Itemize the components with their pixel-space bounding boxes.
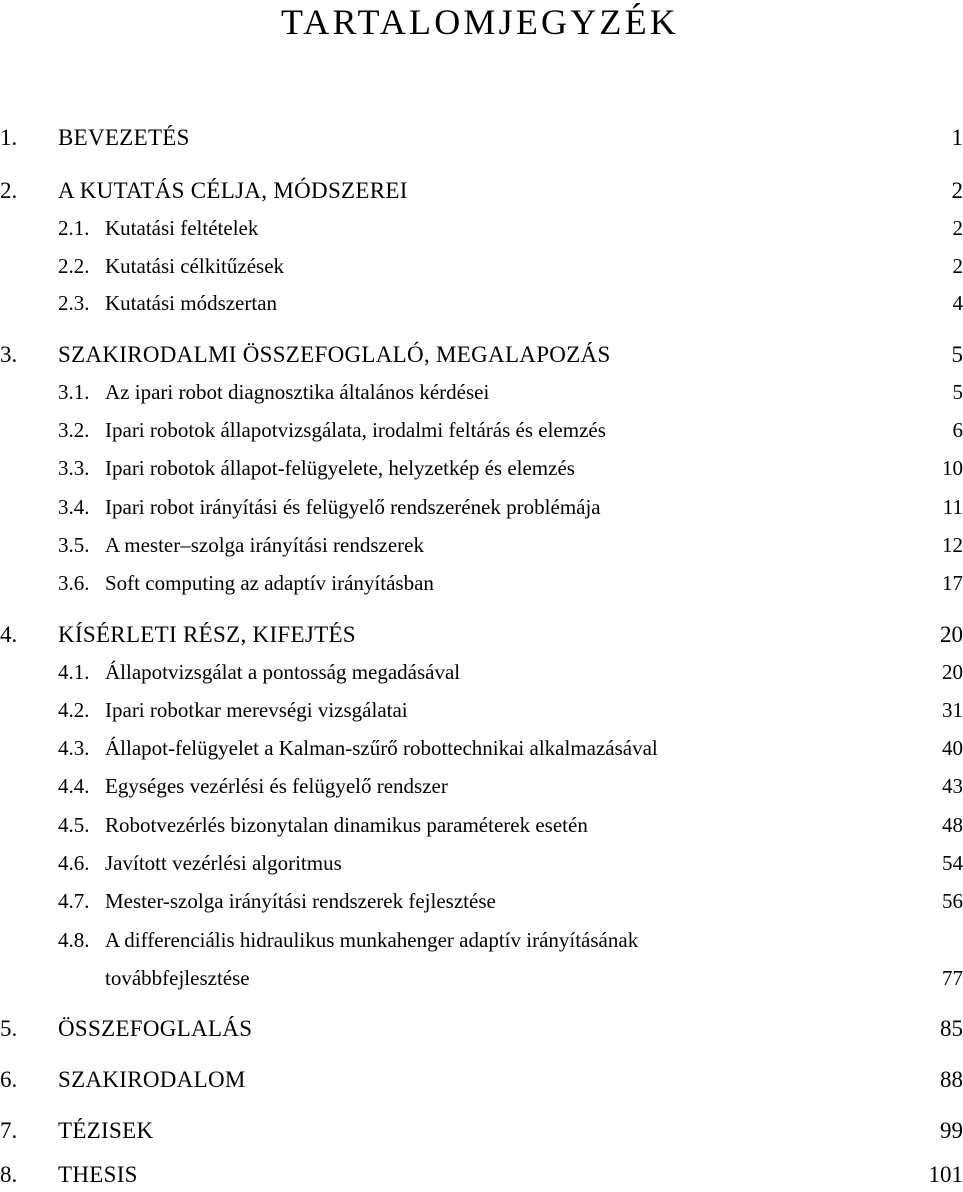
- toc-entry-title: Állapot-felügyelet a Kalman-szűrő robottechnikai alkalmazásával: [105, 736, 658, 760]
- toc-entry-page: 11: [942, 495, 963, 519]
- toc-entry-number: 1.: [0, 125, 18, 150]
- toc-entry-page: 1: [951, 125, 963, 150]
- toc-entry-szakirodalmi[interactable]: [0, 340, 963, 370]
- toc-entry-number: 3.1.: [58, 380, 90, 404]
- toc-entry-title: SZAKIRODALMI ÖSSZEFOGLALÓ, MEGALAPOZÁS: [58, 342, 611, 367]
- toc-entry-number: 4.1.: [58, 660, 90, 684]
- toc-entry-number: 4.: [0, 622, 18, 647]
- toc-entry-thesis[interactable]: [0, 1160, 963, 1190]
- toc-entry-number: 4.7.: [58, 889, 90, 913]
- toc-entry-title: ÖSSZEFOGLALÁS: [58, 1016, 253, 1041]
- toc-entry-3-2[interactable]: [0, 415, 963, 445]
- toc-entry-title: Az ipari robot diagnosztika általános kérdései: [105, 380, 490, 404]
- toc-entry-page: 12: [942, 533, 963, 557]
- toc-entry-title: Javított vezérlési algoritmus: [105, 851, 342, 875]
- toc-entry-page: 99: [940, 1118, 963, 1143]
- toc-entry-title: Mester-szolga irányítási rendszerek fejlesztése: [105, 889, 496, 913]
- toc-entry-tezisek[interactable]: [0, 1116, 963, 1146]
- toc-entry-kiserleti[interactable]: [0, 620, 963, 650]
- toc-entry-page: 43: [942, 774, 963, 798]
- toc-entry-number: 2.2.: [58, 254, 90, 278]
- toc-entry-kutatas-celja[interactable]: [0, 176, 963, 206]
- toc-entry-number: 6.: [0, 1067, 18, 1092]
- toc-entry-title: Állapotvizsgálat a pontosság megadásával: [105, 660, 461, 684]
- toc-entry-page: 54: [942, 851, 963, 875]
- toc-entry-page: 10: [942, 456, 963, 480]
- toc-entry-3-3[interactable]: [0, 453, 963, 483]
- toc-entry-title: Robotvezérlés bizonytalan dinamikus paraméterek esetén: [105, 813, 588, 837]
- toc-entry-number: 2.: [0, 178, 18, 203]
- toc-entry-number: 4.5.: [58, 813, 90, 837]
- toc-entry-number: 3.2.: [58, 418, 90, 442]
- toc-entry-4-7[interactable]: [0, 886, 963, 916]
- toc-entry-page: 6: [952, 418, 963, 442]
- toc-entry-title: KÍSÉRLETI RÉSZ, KIFEJTÉS: [58, 622, 356, 647]
- toc-entry-title: továbbfejlesztése: [105, 966, 250, 990]
- toc-entry-4-1[interactable]: [0, 657, 963, 687]
- toc-entry-page: 56: [942, 889, 963, 913]
- toc-entry-title: A mester–szolga irányítási rendszerek: [105, 533, 424, 557]
- toc-entry-2-2[interactable]: [0, 251, 963, 281]
- toc-entry-page: 101: [928, 1162, 963, 1187]
- toc-entry-szakirodalom[interactable]: [0, 1065, 963, 1095]
- toc-entry-page: 20: [942, 660, 963, 684]
- toc-entry-title: Soft computing az adaptív irányításban: [105, 571, 434, 595]
- toc-entry-3-1[interactable]: [0, 377, 963, 407]
- toc-entry-page: 2: [952, 216, 963, 240]
- toc-entry-page: 85: [940, 1016, 963, 1041]
- toc-entry-title: Kutatási feltételek: [105, 216, 259, 240]
- toc-entry-page: 48: [942, 813, 963, 837]
- toc-entry-3-4[interactable]: [0, 492, 963, 522]
- toc-entry-osszefoglalas[interactable]: [0, 1014, 963, 1044]
- toc-entry-4-8-continued[interactable]: [0, 963, 963, 993]
- toc-entry-number: 3.3.: [58, 456, 90, 480]
- toc-entry-page: 17: [942, 571, 963, 595]
- toc-entry-4-4[interactable]: [0, 771, 963, 801]
- toc-entry-title: THESIS: [58, 1162, 138, 1187]
- toc-entry-title: Kutatási módszertan: [105, 291, 278, 315]
- toc-entry-bevezetes[interactable]: [0, 123, 963, 153]
- toc-entry-title: Ipari robotkar merevségi vizsgálatai: [105, 698, 408, 722]
- toc-entry-4-6[interactable]: [0, 848, 963, 878]
- toc-entry-page: 2: [952, 254, 963, 278]
- toc-entry-number: 3.: [0, 342, 18, 367]
- toc-entry-number: 2.1.: [58, 216, 90, 240]
- toc-entry-2-3[interactable]: [0, 288, 963, 318]
- toc-entry-title: A KUTATÁS CÉLJA, MÓDSZEREI: [58, 178, 408, 203]
- toc-entry-page: 4: [952, 291, 963, 315]
- toc-entry-number: 4.4.: [58, 774, 90, 798]
- toc-entry-3-5[interactable]: [0, 530, 963, 560]
- toc-entry-4-5[interactable]: [0, 810, 963, 840]
- toc-entry-title: SZAKIRODALOM: [58, 1067, 246, 1092]
- toc-entry-number: 4.8.: [58, 928, 90, 952]
- toc-entry-number: 5.: [0, 1016, 18, 1041]
- toc-entry-page: 77: [942, 966, 963, 990]
- toc-entry-page: 20: [940, 622, 963, 647]
- toc-entry-page: 88: [940, 1067, 963, 1092]
- page-title: TARTALOMJEGYZÉK: [280, 2, 680, 42]
- toc-entry-title: Ipari robotok állapot-felügyelete, helyzetkép és elemzés: [105, 456, 575, 480]
- toc-entry-page: 5: [952, 380, 963, 404]
- toc-entry-number: 4.3.: [58, 736, 90, 760]
- toc-entry-number: 3.5.: [58, 533, 90, 557]
- toc-entry-number: 7.: [0, 1118, 18, 1143]
- toc-entry-number: 3.4.: [58, 495, 90, 519]
- toc-entry-4-8[interactable]: [0, 925, 963, 955]
- toc-entry-4-3[interactable]: [0, 733, 963, 763]
- toc-entry-title: TÉZISEK: [58, 1118, 154, 1143]
- toc-entry-title: Kutatási célkitűzések: [105, 254, 285, 278]
- toc-entry-number: 4.6.: [58, 851, 90, 875]
- toc-entry-4-2[interactable]: [0, 695, 963, 725]
- toc-entry-number: 4.2.: [58, 698, 90, 722]
- toc-entry-number: 3.6.: [58, 571, 90, 595]
- toc-entry-page: 31: [942, 698, 963, 722]
- toc-entry-title: Ipari robot irányítási és felügyelő rendszerének problémája: [105, 495, 601, 519]
- toc-entry-number: 8.: [0, 1162, 18, 1187]
- toc-entry-3-6[interactable]: [0, 568, 963, 598]
- toc-entry-number: 2.3.: [58, 291, 90, 315]
- toc-entry-page: 2: [951, 178, 963, 203]
- toc-entry-title: BEVEZETÉS: [58, 125, 190, 150]
- toc-entry-title: A differenciális hidraulikus munkahenger adaptív irányításának: [105, 928, 639, 952]
- toc-entry-title: Ipari robotok állapotvizsgálata, irodalmi feltárás és elemzés: [105, 418, 606, 442]
- toc-entry-page: 5: [951, 342, 963, 367]
- toc-entry-title: Egységes vezérlési és felügyelő rendszer: [105, 774, 448, 798]
- toc-entry-page: 40: [942, 736, 963, 760]
- toc-entry-2-1[interactable]: [0, 213, 963, 243]
